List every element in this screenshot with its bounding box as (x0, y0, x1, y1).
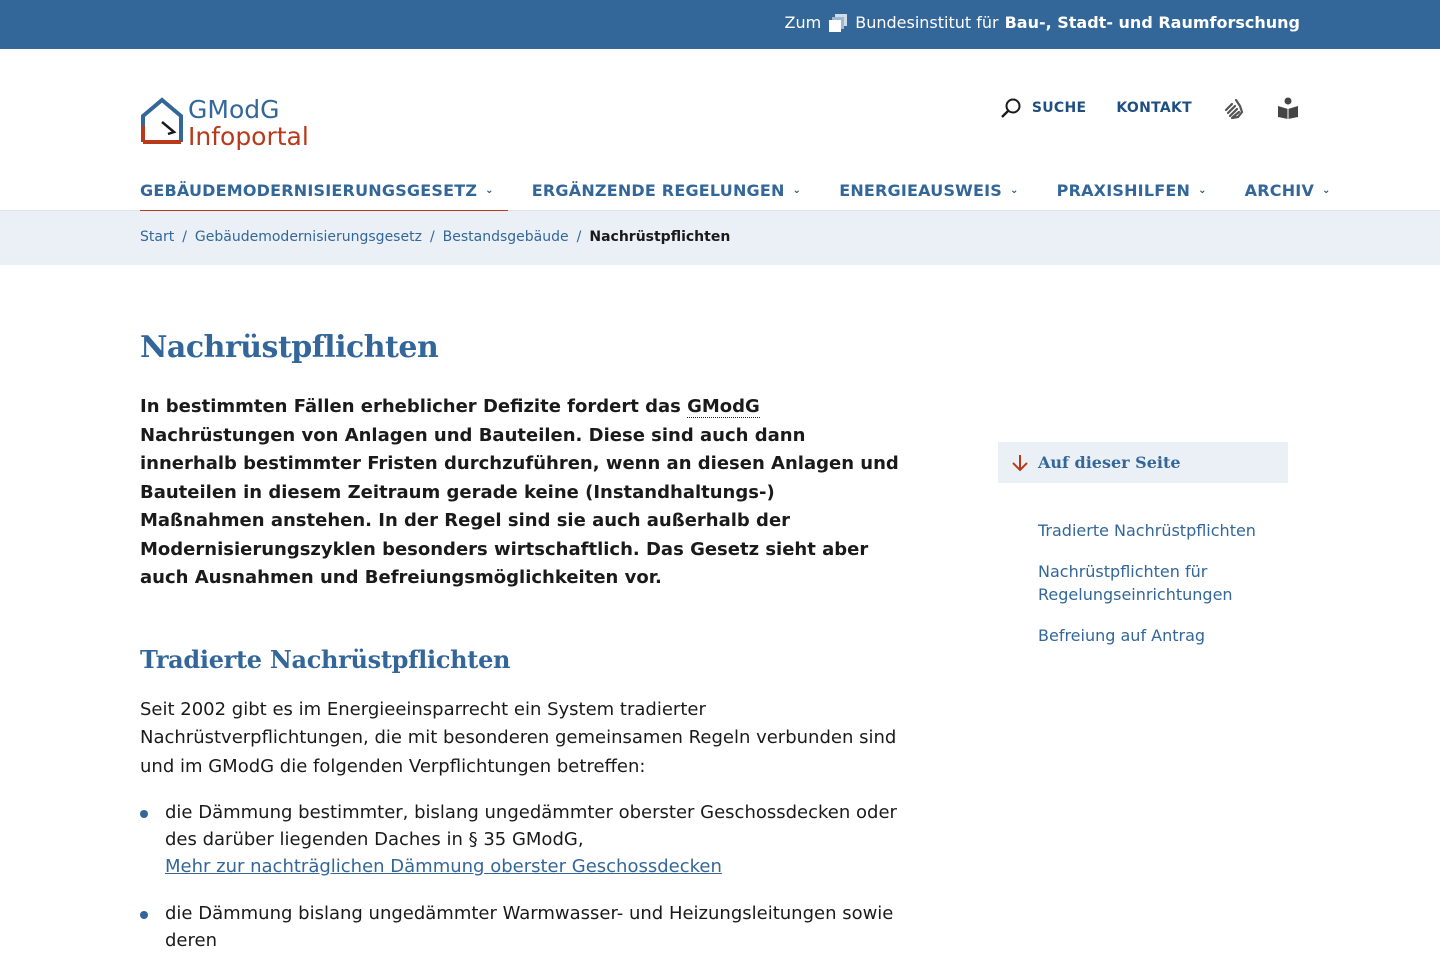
toc-heading[interactable] (998, 442, 1288, 483)
logo-text (188, 96, 309, 154)
toc-item-tradierte[interactable]: Tradierte Nachrüstpflichten (1038, 521, 1256, 540)
top-bar (0, 0, 1440, 49)
nav-item-gebaeudemodernisierungsgesetz[interactable] (140, 169, 494, 211)
bbsr-logo-icon (829, 14, 847, 32)
chevron-down-icon: ⌄ (485, 184, 494, 196)
nav-item-ergaenzende-regelungen[interactable] (532, 169, 801, 211)
toc-item-regelungseinrichtungen[interactable]: Nachrüstpflichten für Regelungseinrichtungen (1038, 562, 1233, 604)
main-nav (140, 169, 1369, 211)
institute-name-bold: Bau-, Stadt- und Raumforschung (1004, 13, 1300, 32)
institute-name: Bundesinstitut für (855, 13, 999, 32)
list-item-text: die Dämmung bestimmter, bislang ungedämmter oberster Geschossdecken oder des darüber liegenden Daches in § 35 GModG, (165, 802, 897, 850)
breadcrumb-separator: / (182, 229, 187, 245)
lead-paragraph (140, 393, 900, 593)
breadcrumb-separator: / (429, 229, 435, 245)
toc-heading-label: Auf dieser Seite (1038, 453, 1181, 472)
topbar-prefix: Zum (784, 13, 822, 32)
breadcrumb-gebaeudemodernisierungsgesetz[interactable]: Gebäudemodernisierungsgesetz (194, 229, 422, 245)
site-logo[interactable] (140, 96, 315, 154)
institute-link[interactable] (785, 13, 1300, 32)
nav-item-energieausweis[interactable] (839, 169, 1018, 211)
arrow-down-icon (1010, 453, 1030, 473)
nav-label: ENERGIEAUSWEIS (839, 180, 1003, 200)
chevron-down-icon: ⌄ (1010, 184, 1019, 196)
nav-item-praxishilfen[interactable] (1057, 169, 1207, 211)
gmodg-abbreviation[interactable]: GModG (687, 396, 760, 417)
toc-item-befreiung[interactable]: Befreiung auf Antrag (1038, 626, 1206, 645)
breadcrumb-bestandsgebaeude[interactable]: Bestandsgebäude (442, 229, 569, 245)
site-header (0, 49, 1440, 211)
main-content (140, 330, 900, 974)
obligations-list (140, 799, 900, 954)
utility-nav (970, 96, 1300, 120)
nav-label: PRAXISHILFEN (1056, 180, 1191, 200)
search-button[interactable] (1000, 97, 1087, 119)
nav-label: ERGÄNZENDE REGELUNGEN (531, 180, 785, 200)
breadcrumb-current: Nachrüstpflichten (589, 229, 731, 245)
list-item (140, 799, 900, 880)
sign-language-icon[interactable] (1222, 96, 1246, 120)
list-item-text: die Dämmung bislang ungedämmter Warmwasser- und Heizungsleitungen sowie deren (165, 903, 894, 951)
section-paragraph: Seit 2002 gibt es im Energieeinsparrecht ein System tradierter Nachrüstverpflichtungen, die mit besonderen gemeinsamen Regeln verbunden sind und im GModG die folgenden Verpflichtungen betreffen: (140, 698, 897, 777)
nav-label: GEBÄUDEMODERNISIERUNGSGESETZ (140, 180, 478, 200)
table-of-contents (998, 442, 1288, 665)
breadcrumb-separator: / (576, 229, 582, 245)
chevron-down-icon: ⌄ (1198, 184, 1207, 196)
list-item (140, 900, 900, 954)
lead-text-before: In bestimmten Fällen erheblicher Defizite fordert das (140, 396, 681, 417)
page-title: Nachrüstpflichten (140, 330, 439, 365)
nav-item-archiv[interactable] (1245, 169, 1331, 211)
more-info-link[interactable]: Mehr zur nachträglichen Dämmung oberster Geschossdecken (165, 856, 722, 877)
breadcrumb-bar (0, 211, 1440, 265)
section-title-tradierte: Tradierte Nachrüstpflichten (140, 644, 511, 674)
contact-link[interactable] (1116, 100, 1192, 116)
search-label: SUCHE (1031, 100, 1087, 116)
chevron-down-icon: ⌄ (792, 184, 802, 196)
logo-line2: Infoportal (188, 122, 309, 151)
nav-label: ARCHIV (1244, 180, 1315, 200)
easy-language-icon[interactable] (1276, 96, 1300, 120)
breadcrumb (140, 229, 730, 245)
breadcrumb-start[interactable]: Start (140, 229, 175, 245)
house-logo-icon (140, 96, 184, 148)
contact-label: KONTAKT (1116, 100, 1192, 116)
toc-list (998, 519, 1288, 647)
chevron-down-icon: ⌄ (1322, 184, 1331, 196)
lead-text-after: Nachrüstungen von Anlagen und Bauteilen. Diese sind auch dann innerhalb bestimmter Fristen durchzuführen, wenn an diesen Anlagen und Bauteilen in diesem Zeitraum gerade keine (Instandhaltungs-) Maßnahmen anstehen. In der Regel sind sie auch außerhalb der Modernisierungszyklen besonders wirtschaftlich. Das Gesetz sieht aber auch Ausnahmen und Befreiungsmöglichkeiten vor. (140, 424, 899, 588)
logo-line1: GModG (188, 95, 280, 124)
search-icon (1000, 97, 1022, 119)
